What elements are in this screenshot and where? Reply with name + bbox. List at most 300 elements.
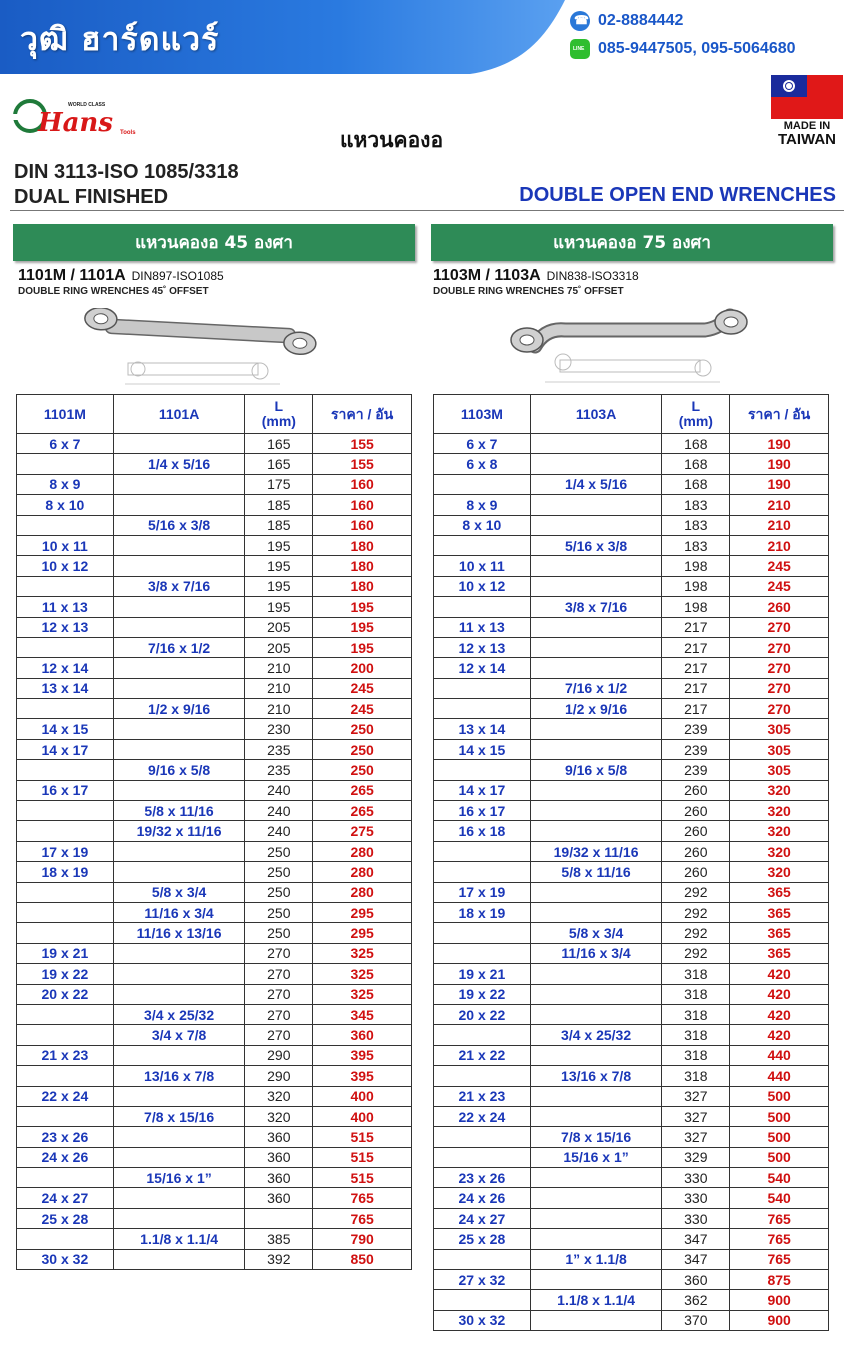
finish-text: DUAL FINISHED	[14, 186, 169, 208]
length-mm: 347	[662, 1249, 730, 1269]
price: 365	[730, 923, 829, 943]
length-mm: 318	[662, 984, 730, 1004]
table-row	[434, 454, 829, 474]
length-mm: 210	[245, 658, 313, 678]
brand-sub: WORLD CLASS	[68, 102, 106, 108]
price: 420	[730, 1025, 829, 1045]
inch-size: 5/16 x 3/8	[530, 535, 662, 555]
inch-size: 19/32 x 11/16	[113, 821, 245, 841]
length-mm: 230	[245, 719, 313, 739]
length-mm: 360	[662, 1270, 730, 1290]
table-row	[434, 1310, 829, 1330]
table-row	[434, 597, 829, 617]
inch-size: 15/16 x 1”	[113, 1168, 245, 1188]
length-mm: 327	[662, 1106, 730, 1126]
inch-size	[530, 821, 662, 841]
length-mm: 392	[245, 1249, 313, 1269]
table-row	[17, 1229, 412, 1249]
inch-size	[113, 1045, 245, 1065]
table-row	[434, 434, 829, 454]
inch-size: 1/2 x 9/16	[530, 699, 662, 719]
length-mm: 168	[662, 454, 730, 474]
length-mm: 250	[245, 862, 313, 882]
length-mm: 195	[245, 597, 313, 617]
english-title: DOUBLE OPEN END WRENCHES	[519, 184, 836, 206]
metric-size: 8 x 10	[17, 495, 114, 515]
length-mm: 318	[662, 1066, 730, 1086]
inch-size	[113, 535, 245, 555]
length-mm: 198	[662, 556, 730, 576]
inch-size: 5/8 x 3/4	[113, 882, 245, 902]
inch-size	[530, 576, 662, 596]
table-row	[17, 556, 412, 576]
price: 320	[730, 780, 829, 800]
inch-size	[530, 1168, 662, 1188]
inch-size	[530, 1045, 662, 1065]
price: 265	[313, 801, 412, 821]
length-mm: 329	[662, 1147, 730, 1167]
metric-size	[434, 943, 531, 963]
metric-size	[17, 699, 114, 719]
table-row	[434, 515, 829, 535]
table-row	[434, 1127, 829, 1147]
table-row	[434, 882, 829, 902]
price: 320	[730, 801, 829, 821]
inch-size	[113, 719, 245, 739]
length-mm: 217	[662, 678, 730, 698]
metric-size: 16 x 17	[434, 801, 531, 821]
table-row	[17, 1188, 412, 1208]
price: 420	[730, 964, 829, 984]
metric-size	[17, 882, 114, 902]
length-mm: 240	[245, 801, 313, 821]
table-row	[434, 535, 829, 555]
left-section-heading: แหวนคองอ 45 องศา	[13, 224, 415, 261]
price: 250	[313, 719, 412, 739]
price: 195	[313, 637, 412, 657]
inch-size: 7/16 x 1/2	[530, 678, 662, 698]
price: 270	[730, 678, 829, 698]
metric-size	[17, 902, 114, 922]
metric-size: 23 x 26	[434, 1168, 531, 1188]
price: 540	[730, 1188, 829, 1208]
table-row	[17, 1025, 412, 1045]
right-wrench-image	[505, 306, 755, 391]
left-model	[18, 267, 415, 285]
price: 160	[313, 474, 412, 494]
metric-size	[17, 923, 114, 943]
inch-size	[530, 1229, 662, 1249]
price: 260	[730, 597, 829, 617]
inch-size	[113, 841, 245, 861]
length-mm: 370	[662, 1310, 730, 1330]
price: 245	[313, 699, 412, 719]
price: 765	[313, 1188, 412, 1208]
table-row	[434, 801, 829, 821]
metric-size: 14 x 15	[17, 719, 114, 739]
metric-size	[434, 699, 531, 719]
table-row	[17, 1147, 412, 1167]
metric-size	[17, 454, 114, 474]
table-row	[17, 780, 412, 800]
table-row	[434, 658, 829, 678]
metric-size: 27 x 32	[434, 1270, 531, 1290]
price: 245	[313, 678, 412, 698]
price: 265	[313, 780, 412, 800]
inch-size: 7/8 x 15/16	[530, 1127, 662, 1147]
country-label: TAIWAN	[777, 131, 837, 148]
price: 400	[313, 1106, 412, 1126]
table-row	[434, 678, 829, 698]
price: 320	[730, 821, 829, 841]
shop-name: วุฒิ ฮาร์ดแวร์	[20, 20, 220, 58]
length-mm: 327	[662, 1086, 730, 1106]
inch-size	[530, 454, 662, 474]
metric-size: 18 x 19	[17, 862, 114, 882]
price: 365	[730, 902, 829, 922]
metric-size: 12 x 14	[17, 658, 114, 678]
inch-size: 3/4 x 25/32	[113, 1004, 245, 1024]
price: 325	[313, 943, 412, 963]
price: 210	[730, 535, 829, 555]
price: 875	[730, 1270, 829, 1290]
inch-size	[530, 984, 662, 1004]
length-mm: 360	[245, 1147, 313, 1167]
metric-size	[17, 821, 114, 841]
right-model-subtitle: DOUBLE RING WRENCHES 75˚ OFFSET	[433, 286, 624, 297]
price: 500	[730, 1147, 829, 1167]
metric-size: 21 x 22	[434, 1045, 531, 1065]
table-row	[17, 515, 412, 535]
table-row	[434, 474, 829, 494]
price: 440	[730, 1066, 829, 1086]
price: 325	[313, 984, 412, 1004]
col-length: L (mm)	[245, 395, 313, 434]
table-row	[17, 1127, 412, 1147]
table-row	[434, 637, 829, 657]
left-model-subtitle: DOUBLE RING WRENCHES 45˚ OFFSET	[18, 286, 209, 297]
table-row	[17, 576, 412, 596]
line-app-icon	[570, 39, 590, 59]
metric-size	[17, 1066, 114, 1086]
length-mm: 205	[245, 617, 313, 637]
table-row	[17, 678, 412, 698]
left-model-code: 1101M / 1101A	[18, 267, 126, 284]
price: 500	[730, 1106, 829, 1126]
price: 280	[313, 841, 412, 861]
metric-size	[434, 841, 531, 861]
metric-size	[434, 535, 531, 555]
inch-size: 1.1/8 x 1.1/4	[113, 1229, 245, 1249]
price: 245	[730, 556, 829, 576]
metric-size	[434, 678, 531, 698]
table-row	[17, 1004, 412, 1024]
table-row	[434, 1086, 829, 1106]
metric-size	[17, 1106, 114, 1126]
length-mm: 217	[662, 658, 730, 678]
inch-size	[530, 434, 662, 454]
price: 765	[730, 1229, 829, 1249]
length-mm: 318	[662, 1004, 730, 1024]
metric-size: 17 x 19	[17, 841, 114, 861]
table-row	[17, 801, 412, 821]
inch-size	[113, 1208, 245, 1228]
length-mm: 270	[245, 943, 313, 963]
table-row	[17, 637, 412, 657]
length-mm: 239	[662, 739, 730, 759]
table-row	[434, 1066, 829, 1086]
metric-size: 11 x 13	[17, 597, 114, 617]
length-mm: 270	[245, 984, 313, 1004]
price: 270	[730, 637, 829, 657]
inch-size	[530, 658, 662, 678]
inch-size: 3/4 x 7/8	[113, 1025, 245, 1045]
length-mm: 235	[245, 739, 313, 759]
price: 280	[313, 862, 412, 882]
price: 250	[313, 760, 412, 780]
length-mm: 217	[662, 637, 730, 657]
inch-size: 13/16 x 7/8	[530, 1066, 662, 1086]
price: 305	[730, 760, 829, 780]
table-row	[17, 535, 412, 555]
table-row	[434, 902, 829, 922]
length-mm: 195	[245, 556, 313, 576]
inch-size: 3/8 x 7/16	[113, 576, 245, 596]
price: 360	[313, 1025, 412, 1045]
metric-size	[17, 637, 114, 657]
length-mm: 217	[662, 617, 730, 637]
price: 325	[313, 964, 412, 984]
phone-number[interactable]: 02-8884442	[598, 12, 684, 30]
table-row	[434, 964, 829, 984]
table-row	[434, 841, 829, 861]
price: 765	[313, 1208, 412, 1228]
left-wrench-image	[80, 308, 320, 393]
inch-size	[113, 1147, 245, 1167]
metric-size: 17 x 19	[434, 882, 531, 902]
phone-contact[interactable]	[570, 11, 683, 31]
metric-size: 13 x 14	[17, 678, 114, 698]
price: 190	[730, 474, 829, 494]
length-mm: 270	[245, 964, 313, 984]
table-row	[17, 862, 412, 882]
metric-size: 8 x 10	[434, 515, 531, 535]
table-row	[17, 1066, 412, 1086]
inch-size	[113, 1249, 245, 1269]
price: 420	[730, 1004, 829, 1024]
inch-size	[113, 556, 245, 576]
table-row	[434, 1168, 829, 1188]
length-mm: 210	[245, 678, 313, 698]
table-header-row	[434, 395, 829, 434]
length-mm: 330	[662, 1188, 730, 1208]
metric-size: 14 x 15	[434, 739, 531, 759]
table-header-row	[17, 395, 412, 434]
metric-size: 11 x 13	[434, 617, 531, 637]
inch-size	[113, 862, 245, 882]
metric-size: 6 x 7	[434, 434, 531, 454]
length-mm: 210	[245, 699, 313, 719]
metric-size: 10 x 12	[434, 576, 531, 596]
metric-size: 14 x 17	[434, 780, 531, 800]
length-mm: 290	[245, 1045, 313, 1065]
metric-size: 23 x 26	[17, 1127, 114, 1147]
price: 195	[313, 617, 412, 637]
price: 210	[730, 515, 829, 535]
price: 500	[730, 1127, 829, 1147]
table-row	[17, 882, 412, 902]
inch-size	[113, 1127, 245, 1147]
line-number[interactable]: 085-9447505, 095-5064680	[598, 40, 796, 58]
right-model-code: 1103M / 1103A	[433, 267, 541, 284]
table-row	[434, 821, 829, 841]
inch-size	[530, 1086, 662, 1106]
price: 305	[730, 719, 829, 739]
price: 200	[313, 658, 412, 678]
price: 515	[313, 1127, 412, 1147]
price: 190	[730, 434, 829, 454]
metric-size	[434, 923, 531, 943]
right-section	[431, 224, 833, 297]
taiwan-flag-icon	[771, 75, 843, 119]
metric-size: 19 x 21	[17, 943, 114, 963]
table-row	[434, 1249, 829, 1269]
length-mm: 183	[662, 535, 730, 555]
metric-size	[434, 1249, 531, 1269]
length-mm: 240	[245, 821, 313, 841]
price: 365	[730, 943, 829, 963]
made-in-taiwan	[771, 120, 843, 148]
brand-tools: Tools	[120, 130, 136, 136]
price: 540	[730, 1168, 829, 1188]
length-mm: 217	[662, 699, 730, 719]
inch-size	[113, 739, 245, 759]
metric-size	[434, 474, 531, 494]
inch-size: 3/4 x 25/32	[530, 1025, 662, 1045]
price: 395	[313, 1066, 412, 1086]
table-row	[17, 1106, 412, 1126]
length-mm: 260	[662, 862, 730, 882]
inch-size	[530, 1310, 662, 1330]
metric-size: 8 x 9	[434, 495, 531, 515]
table-row	[434, 719, 829, 739]
price: 765	[730, 1249, 829, 1269]
left-din: DIN897-ISO1085	[131, 269, 224, 283]
table-row	[434, 739, 829, 759]
table-row	[17, 617, 412, 637]
price: 270	[730, 699, 829, 719]
table-row	[17, 923, 412, 943]
inch-size: 11/16 x 13/16	[113, 923, 245, 943]
price: 790	[313, 1229, 412, 1249]
length-mm: 260	[662, 841, 730, 861]
metric-size	[434, 760, 531, 780]
table-row	[17, 821, 412, 841]
table-row	[17, 984, 412, 1004]
length-mm: 318	[662, 1045, 730, 1065]
price: 180	[313, 535, 412, 555]
length-mm: 320	[245, 1106, 313, 1126]
price: 420	[730, 984, 829, 1004]
price: 155	[313, 454, 412, 474]
inch-size: 5/8 x 11/16	[530, 862, 662, 882]
length-mm: 235	[245, 760, 313, 780]
inch-size	[113, 474, 245, 494]
price: 305	[730, 739, 829, 759]
metric-size: 30 x 32	[17, 1249, 114, 1269]
price: 275	[313, 821, 412, 841]
metric-size	[17, 1025, 114, 1045]
inch-size: 19/32 x 11/16	[530, 841, 662, 861]
metric-size	[434, 1025, 531, 1045]
metric-size	[17, 515, 114, 535]
table-row	[434, 1045, 829, 1065]
table-row	[434, 556, 829, 576]
table-row	[434, 1208, 829, 1228]
metric-size: 6 x 8	[434, 454, 531, 474]
table-row	[434, 617, 829, 637]
table-row	[434, 1004, 829, 1024]
hans-logo	[8, 94, 143, 144]
inch-size: 5/8 x 3/4	[530, 923, 662, 943]
table-row	[434, 760, 829, 780]
length-mm: 260	[662, 780, 730, 800]
metric-size: 13 x 14	[434, 719, 531, 739]
length-mm: 250	[245, 882, 313, 902]
table-row	[17, 1045, 412, 1065]
metric-size	[434, 597, 531, 617]
metric-size: 30 x 32	[434, 1310, 531, 1330]
inch-size: 11/16 x 3/4	[113, 902, 245, 922]
price: 270	[730, 658, 829, 678]
table-row	[17, 474, 412, 494]
inch-size	[113, 1188, 245, 1208]
length-mm: 240	[245, 780, 313, 800]
price: 210	[730, 495, 829, 515]
price: 280	[313, 882, 412, 902]
metric-size: 6 x 7	[17, 434, 114, 454]
length-mm: 183	[662, 515, 730, 535]
divider	[10, 210, 844, 211]
length-mm: 165	[245, 454, 313, 474]
length-mm: 260	[662, 821, 730, 841]
table-row	[17, 760, 412, 780]
col-inch-code: 1101A	[113, 395, 245, 434]
table-row	[434, 495, 829, 515]
inch-size	[530, 780, 662, 800]
table-row	[434, 862, 829, 882]
length-mm: 165	[245, 434, 313, 454]
inch-size	[530, 964, 662, 984]
price: 160	[313, 495, 412, 515]
inch-size	[530, 719, 662, 739]
inch-size	[530, 1188, 662, 1208]
line-contact[interactable]	[570, 39, 796, 59]
metric-size: 24 x 26	[17, 1147, 114, 1167]
inch-size	[530, 1208, 662, 1228]
col-price: ราคา / อัน	[730, 395, 829, 434]
metric-size: 25 x 28	[434, 1229, 531, 1249]
metric-size	[17, 1229, 114, 1249]
length-mm: 250	[245, 841, 313, 861]
inch-size: 13/16 x 7/8	[113, 1066, 245, 1086]
metric-size	[434, 1147, 531, 1167]
col-length: L (mm)	[662, 395, 730, 434]
metric-size: 18 x 19	[434, 902, 531, 922]
metric-size: 19 x 21	[434, 964, 531, 984]
table-row	[434, 1147, 829, 1167]
right-din: DIN838-ISO3318	[546, 269, 639, 283]
